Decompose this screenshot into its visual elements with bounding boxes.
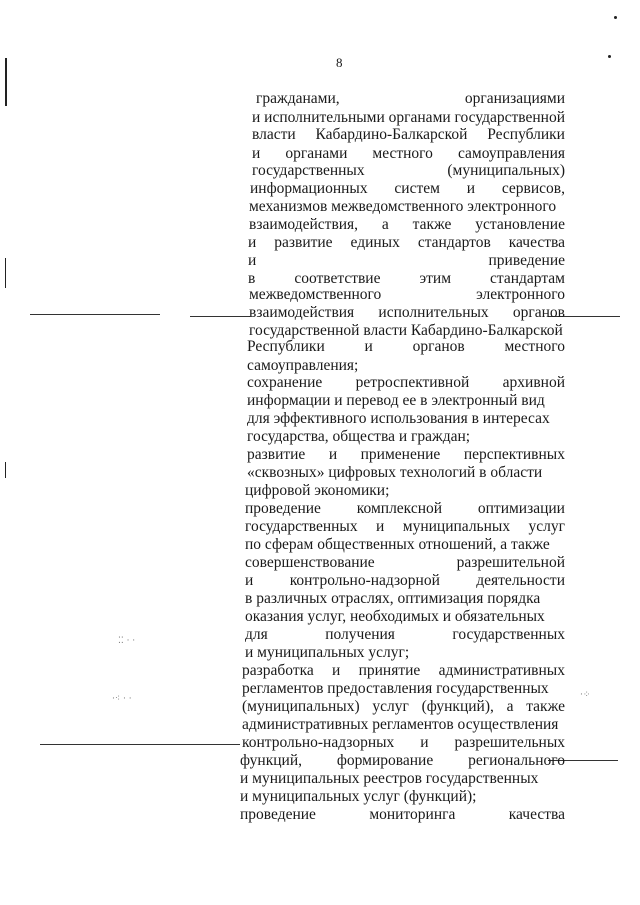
text-word: услуг (528, 518, 565, 535)
text-word: государственных (245, 518, 358, 535)
text-word: услуг (372, 698, 409, 715)
text-word: принятие (358, 662, 421, 679)
text-word: ретроспективной (355, 374, 470, 391)
text-word: для (245, 626, 268, 643)
text-word: муниципальных (402, 518, 511, 535)
text-word: «сквозных» цифровых технологий в области (247, 464, 543, 481)
text-line (252, 145, 565, 163)
text-word: механизмов межведомственного электронного (249, 198, 557, 215)
scan-mark-left-3 (5, 462, 6, 478)
text-word: для эффективного использования в интересах (247, 410, 550, 427)
text-word: информационных (250, 180, 368, 197)
text-line (247, 464, 542, 482)
text-line (240, 770, 538, 788)
text-word: и (328, 446, 338, 463)
text-word: по сферам общественных отношений, а также (245, 536, 550, 553)
text-word: в различных отраслях, оптимизация порядка (245, 590, 541, 607)
text-line (245, 608, 545, 626)
text-word: государственных (252, 162, 365, 179)
text-word: и исполнительными органами государственной (252, 109, 566, 126)
text-word: и (364, 338, 373, 355)
text-word: деятельности (476, 572, 565, 589)
text-word: организациями (464, 90, 565, 107)
text-word: проведение (240, 806, 316, 823)
scan-dot-1 (614, 16, 617, 19)
text-word: разрешительной (456, 554, 565, 571)
text-word: качества (508, 806, 565, 823)
text-word: (муниципальных) (447, 162, 565, 179)
text-line (249, 304, 565, 322)
text-word: власти (252, 126, 296, 143)
text-line (250, 180, 565, 198)
text-word: контрольно-надзорной (289, 572, 440, 589)
text-word: регионального (468, 752, 565, 769)
text-line (252, 109, 565, 127)
text-line (242, 698, 565, 716)
fold-rule-top-left (30, 314, 160, 315)
text-word: совершенствование (245, 554, 375, 571)
text-word: качества (508, 234, 565, 251)
text-word: органов (412, 338, 465, 355)
text-word: (функций), (421, 698, 494, 715)
text-word: информации и перевод ее в электронный вид (247, 392, 545, 409)
text-line (247, 428, 470, 446)
text-word: приведение (488, 252, 565, 269)
text-word: и муниципальных реестров государственных (240, 770, 539, 787)
text-word: проведение (245, 500, 321, 517)
text-word: развитие (247, 446, 306, 463)
text-word: стандартов (417, 234, 491, 251)
text-word: единых (350, 234, 400, 251)
scan-mark-left (5, 58, 7, 106)
text-word: также (526, 698, 565, 715)
text-word: и (248, 234, 257, 251)
text-word: сохранение (247, 374, 323, 391)
text-word: применение (360, 446, 441, 463)
text-line (242, 662, 565, 680)
text-word: этим (419, 270, 451, 287)
text-line (247, 357, 358, 375)
text-word: самоуправления; (247, 357, 359, 374)
text-word: разрешительных (454, 734, 565, 751)
text-line (240, 806, 565, 824)
text-word: Республики (487, 126, 565, 143)
text-word: государственных (452, 626, 565, 643)
text-word: разработка (242, 662, 314, 679)
text-word: и (466, 180, 476, 197)
text-word: (муниципальных) (242, 698, 360, 715)
text-word: и (420, 734, 429, 751)
text-word: оптимизации (477, 500, 565, 517)
text-word: формирование (336, 752, 434, 769)
text-word: функций, (240, 752, 302, 769)
text-word: органами (285, 145, 348, 162)
text-word: цифровой экономики; (245, 482, 390, 499)
text-line (249, 198, 556, 216)
speck-1: ⁚⁚ · · (118, 636, 136, 646)
text-word: контрольно-надзорных (242, 734, 395, 751)
speck-2: ·⁖ · · (112, 694, 132, 704)
text-line (247, 446, 565, 464)
text-line (245, 554, 565, 572)
text-word: органов (512, 304, 565, 321)
text-word: стандартам (489, 270, 565, 287)
text-word: получения (325, 626, 395, 643)
text-word: административных (438, 662, 565, 679)
text-word: самоуправления (457, 145, 565, 162)
text-word: а (381, 216, 389, 233)
text-line (252, 126, 565, 144)
text-word: регламентов предоставления государственных (242, 680, 549, 697)
speck-3: ·⁘ (580, 690, 591, 700)
text-word: развитие (274, 234, 333, 251)
text-line (240, 752, 565, 770)
text-word: сервисов, (501, 180, 565, 197)
text-line (242, 680, 549, 698)
text-word: и (245, 572, 254, 589)
text-word: а (506, 698, 514, 715)
text-word: систем (394, 180, 440, 197)
text-word: и муниципальных услуг (функций); (240, 788, 477, 805)
text-line (245, 536, 550, 554)
scan-mark-left-2 (5, 258, 6, 288)
text-line (248, 234, 565, 252)
text-word: гражданами, (256, 90, 340, 107)
fold-rule-bottom (40, 744, 240, 745)
text-word: установление (475, 216, 565, 233)
text-word: также (412, 216, 452, 233)
text-line (247, 338, 565, 356)
text-word: и муниципальных услуг; (245, 644, 410, 661)
text-line (247, 410, 550, 428)
text-line (242, 716, 558, 734)
text-word: взаимодействия (249, 304, 355, 321)
text-word: перспективных (463, 446, 565, 463)
text-word: государственной власти Кабардино-Балкарской (249, 322, 563, 339)
text-word: комплексной (356, 500, 443, 517)
text-line (247, 392, 545, 410)
text-line (245, 482, 389, 500)
text-word: исполнительных (378, 304, 489, 321)
text-word: оказания услуг, необходимых и обязательных (245, 608, 545, 625)
text-line (245, 626, 565, 644)
text-word: и (376, 518, 385, 535)
text-line (245, 500, 565, 518)
text-line (249, 216, 565, 234)
fold-rule-top-mid (190, 316, 250, 317)
text-word: административных регламентов осуществления (242, 716, 559, 733)
text-word: и (248, 252, 257, 269)
text-line (240, 788, 476, 806)
text-word: Кабардино-Балкарской (315, 126, 468, 143)
text-word: межведомственного (249, 286, 382, 303)
text-line (245, 590, 540, 608)
text-line (247, 374, 565, 392)
text-line (245, 644, 409, 662)
text-line (245, 518, 565, 536)
text-word: мониторинга (369, 806, 456, 823)
text-word: государства, общества и граждан; (247, 428, 471, 445)
scan-dot-2 (608, 55, 611, 58)
text-word: архивной (502, 374, 565, 391)
text-line (248, 252, 565, 270)
text-word: взаимодействия, (249, 216, 359, 233)
text-word: местного (372, 145, 433, 162)
text-line (245, 572, 565, 590)
text-word: местного (504, 338, 565, 355)
text-word: соответствие (294, 270, 381, 287)
text-word: и (252, 145, 261, 162)
text-word: и (332, 662, 341, 679)
page-number: 8 (336, 55, 343, 70)
text-line (249, 286, 565, 304)
text-word: в (248, 270, 256, 287)
text-line (252, 162, 565, 180)
text-word: электронного (476, 286, 565, 303)
text-line (242, 734, 565, 752)
text-line (256, 90, 565, 108)
text-word: Республики (247, 338, 325, 355)
